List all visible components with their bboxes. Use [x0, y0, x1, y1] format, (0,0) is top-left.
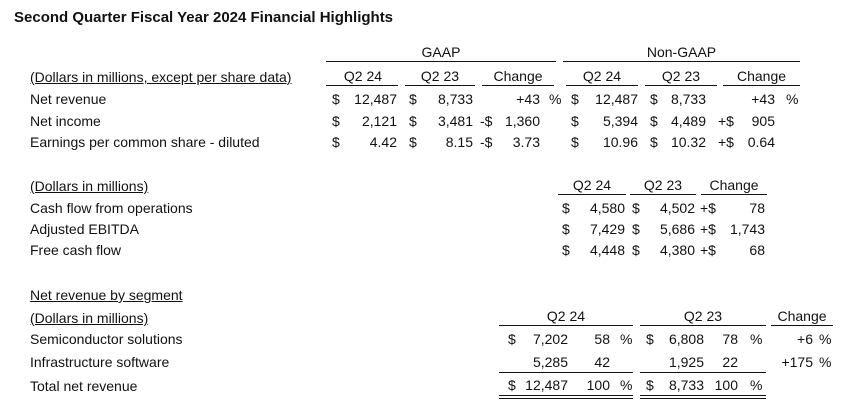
cell-share: 58 — [594, 331, 610, 347]
cell-prefix: +$ — [718, 113, 734, 129]
header-label: (Dollars in millions) — [30, 178, 149, 194]
cell-value: 3,481 — [437, 113, 473, 129]
cell-change: 78 — [749, 200, 765, 216]
cell-value: 12,487 — [354, 91, 397, 107]
cell-pct: % — [620, 377, 633, 393]
row-label: Net income — [30, 113, 101, 129]
cell-pct: % — [819, 331, 832, 347]
cell-change: 3.73 — [512, 134, 540, 150]
cell-pct: % — [620, 331, 633, 347]
cell-prefix: +$ — [700, 221, 716, 237]
cell-currency: $ — [646, 331, 654, 347]
row-label: Infrastructure software — [30, 354, 170, 370]
cell-currency: $ — [632, 200, 640, 216]
col-q2-23: Q2 23 — [683, 308, 723, 324]
cell-currency: $ — [632, 221, 640, 237]
cell-change: +6 — [797, 331, 813, 347]
cell-currency: $ — [508, 331, 516, 347]
cell-prefix: +$ — [700, 200, 716, 216]
cell-pct: % — [819, 354, 832, 370]
cell-currency: $ — [332, 91, 340, 107]
cell-change: +43 — [516, 91, 540, 107]
cell-change: +43 — [751, 91, 775, 107]
cell-share: 78 — [722, 331, 738, 347]
cell-value: 8.15 — [445, 134, 473, 150]
cell-currency: $ — [650, 134, 658, 150]
row-label: Adjusted EBITDA — [30, 221, 139, 237]
cell-change: 1,743 — [729, 221, 765, 237]
cell-value: 5,394 — [602, 113, 638, 129]
row-label: Net revenue — [30, 91, 107, 107]
cell-value: 4,489 — [670, 113, 706, 129]
col-change: Change — [709, 177, 759, 193]
cell-value: 12,487 — [525, 377, 568, 393]
cell-change: 905 — [751, 113, 775, 129]
col-q2-24: Q2 24 — [572, 177, 612, 193]
cell-change: 1,360 — [504, 113, 540, 129]
cell-currency: $ — [650, 91, 658, 107]
cell-share: 100 — [714, 377, 738, 393]
cell-currency: $ — [409, 134, 417, 150]
cell-prefix: +$ — [718, 134, 734, 150]
cell-currency: $ — [409, 113, 417, 129]
cell-prefix: -$ — [480, 134, 493, 150]
col-q2-23-gaap: Q2 23 — [420, 68, 460, 84]
cell-currency: $ — [571, 134, 579, 150]
cell-value: 2,121 — [361, 113, 397, 129]
cell-pct: % — [786, 91, 799, 107]
cell-value: 4,448 — [589, 242, 625, 258]
cell-value: 5,285 — [532, 354, 568, 370]
cell-value: 4,380 — [659, 242, 695, 258]
cell-pct: % — [750, 377, 763, 393]
cell-share: 42 — [594, 354, 610, 370]
group-header-gaap: GAAP — [421, 44, 461, 60]
cell-pct: % — [549, 91, 562, 107]
cell-currency: $ — [646, 377, 654, 393]
cell-value: 12,487 — [595, 91, 638, 107]
col-q2-23: Q2 23 — [643, 177, 683, 193]
cell-value: 10.96 — [602, 134, 638, 150]
cell-value: 4.42 — [369, 134, 397, 150]
col-q2-24: Q2 24 — [546, 308, 586, 324]
cell-prefix: +$ — [700, 242, 716, 258]
cell-share: 100 — [586, 377, 610, 393]
group-header-nongaap: Non-GAAP — [646, 44, 717, 60]
cell-value: 8,733 — [668, 377, 704, 393]
section-label: Net revenue by segment — [30, 287, 183, 303]
row-label: Cash flow from operations — [30, 200, 193, 216]
row-label: Total net revenue — [30, 378, 138, 394]
col-q2-24-gaap: Q2 24 — [343, 68, 383, 84]
cell-currency: $ — [332, 113, 340, 129]
cell-value: 4,580 — [589, 200, 625, 216]
col-q2-24-nongaap: Q2 24 — [582, 68, 622, 84]
cell-share: 22 — [722, 354, 738, 370]
cell-value: 7,202 — [532, 331, 568, 347]
cell-value: 6,808 — [668, 331, 704, 347]
row-label: Earnings per common share - diluted — [30, 134, 260, 150]
cell-currency: $ — [571, 91, 579, 107]
col-change-gaap: Change — [493, 68, 543, 84]
col-q2-23-nongaap: Q2 23 — [661, 68, 701, 84]
col-change: Change — [777, 308, 827, 324]
cell-currency: $ — [508, 377, 516, 393]
cell-change: 68 — [749, 242, 765, 258]
cell-value: 4,502 — [659, 200, 695, 216]
cell-currency: $ — [571, 113, 579, 129]
cell-change: 0.64 — [747, 134, 775, 150]
cell-value: 5,686 — [659, 221, 695, 237]
header-label: (Dollars in millions, except per share data) — [30, 69, 292, 85]
cell-value: 10.32 — [670, 134, 706, 150]
cell-value: 7,429 — [589, 221, 625, 237]
col-change-nongaap: Change — [736, 68, 787, 84]
cell-currency: $ — [650, 113, 658, 129]
cell-currency: $ — [409, 91, 417, 107]
cell-currency: $ — [562, 200, 570, 216]
cell-pct: % — [750, 331, 763, 347]
cell-currency: $ — [332, 134, 340, 150]
row-label: Free cash flow — [30, 242, 122, 258]
cell-currency: $ — [562, 242, 570, 258]
page-title: Second Quarter Fiscal Year 2024 Financial Highlights — [14, 9, 394, 26]
cell-value: 1,925 — [668, 354, 704, 370]
row-label: Semiconductor solutions — [30, 331, 183, 347]
cell-change: +175 — [781, 354, 813, 370]
header-label: (Dollars in millions) — [30, 310, 149, 326]
cell-currency: $ — [632, 242, 640, 258]
cell-value: 8,733 — [670, 91, 706, 107]
cell-currency: $ — [562, 221, 570, 237]
cell-value: 8,733 — [437, 91, 473, 107]
cell-prefix: -$ — [480, 113, 493, 129]
